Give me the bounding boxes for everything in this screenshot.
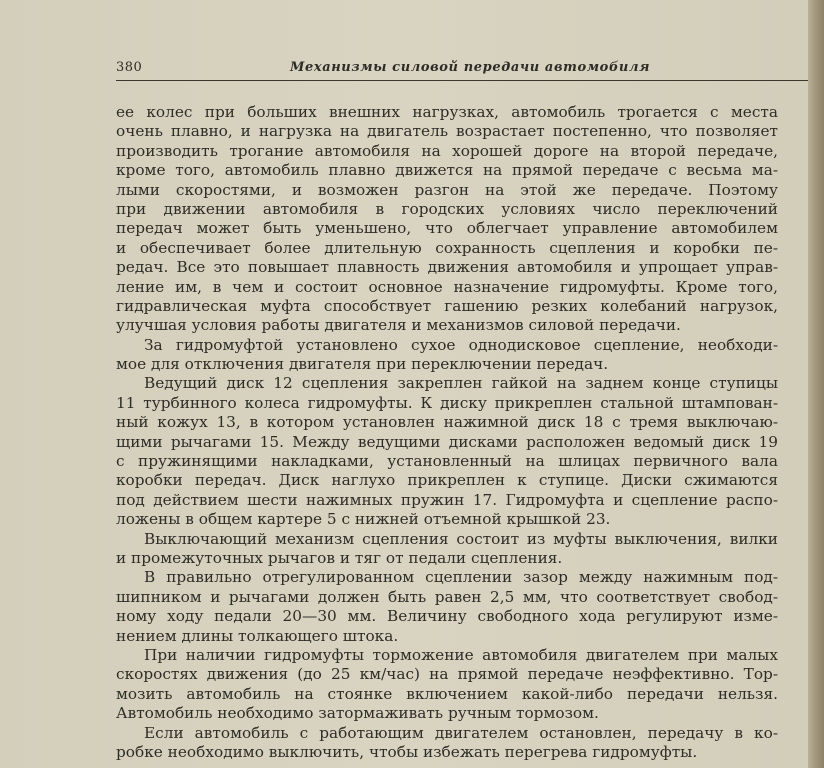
paragraph [116, 374, 778, 529]
text-line: В правильно отрегулированном сцеплении зазор между нажимным под- [144, 568, 778, 587]
text-line: коробки передач. Диск наглухо прикреплен к ступице. Диски сжимаются [116, 471, 778, 490]
paragraph [116, 336, 778, 375]
text-line: 11 турбинного колеса гидромуфты. К диску прикреплен стальной штампован- [116, 393, 778, 412]
page-number: 380 [116, 60, 143, 75]
paragraph [116, 530, 778, 569]
text-line: ный кожух 13, в котором установлен нажимной диск 18 с тремя выключаю- [116, 413, 778, 432]
text-line: очень плавно, и нагрузка на двигатель возрастает постепенно, что позволяет [116, 122, 778, 141]
text-line: мозить автомобиль на стоянке включением какой-либо передачи нельзя. [116, 684, 778, 703]
text-line: ее колес при больших внешних нагрузках, автомобиль трогается с места [116, 103, 778, 121]
text-line: улучшая условия работы двигателя и механизмов силовой передачи. [116, 316, 681, 335]
page-edge [808, 0, 824, 768]
text-line: гидравлическая муфта способствует гашению резких колебаний нагрузок, [116, 296, 778, 315]
text-line: Если автомобиль с работающим двигателем остановлен, передачу в ко- [144, 723, 778, 742]
text-line: робке необходимо выключить, чтобы избежать перегрева гидромуфты. [116, 742, 698, 761]
text-line: ложены в общем картере 5 с нижней отъемной крышкой 23. [116, 510, 611, 529]
text-line: шипником и рычагами должен быть равен 2,5 мм, что соответствует свобод- [116, 587, 778, 606]
paragraph [116, 646, 778, 724]
text-line: Автомобиль необходимо затормаживать ручным тормозом. [116, 704, 599, 723]
text-line: При наличии гидромуфты торможение автомобиля двигателем при малых [144, 645, 778, 664]
text-line: и промежуточных рычагов и тяг от педали сцепления. [116, 548, 563, 567]
text-line: и обеспечивает более длительную сохранность сцепления и коробки пе- [116, 238, 778, 257]
text-line: лыми скоростями, и возможен разгон на этой же передаче. Поэтому [116, 180, 778, 199]
text-line: ление им, в чем и состоит основное назначение гидромуфты. Кроме того, [116, 277, 778, 296]
text-line: производить трогание автомобиля на хорошей дороге на второй передаче, [116, 141, 778, 160]
text-line: передач может быть уменьшено, что облегчает управление автомобилем [116, 219, 778, 238]
text-line: мое для отключения двигателя при переключении передач. [116, 355, 609, 374]
text-line: За гидромуфтой установлено сухое однодисковое сцепление, необходи- [144, 335, 778, 354]
text-line: ному ходу педали 20—30 мм. Величину свободного хода регулируют изме- [116, 607, 778, 626]
page-header [116, 58, 810, 82]
text-line: Выключающий механизм сцепления состоит из муфты выключения, вилки [144, 529, 778, 548]
text-line: редач. Все это повышает плавность движения автомобиля и упрощает управ- [116, 258, 778, 277]
paragraph [116, 103, 778, 336]
text-line: под действием шести нажимных пружин 17. Гидромуфта и сцепление распо- [116, 490, 778, 509]
body-text [116, 103, 778, 762]
text-line: скоростях движения (до 25 км/час) на прямой передаче неэффективно. Тор- [116, 665, 778, 684]
text-line: с пружинящими накладками, установленный на шлицах первичного вала [116, 452, 778, 471]
paragraph [116, 568, 778, 646]
text-line: щими рычагами 15. Между ведущими дисками расположен ведомый диск 19 [116, 432, 778, 451]
running-title: Механизмы силовой передачи автомобиля [290, 60, 651, 75]
text-line: нением длины толкающего штока. [116, 626, 399, 645]
header-rule [116, 80, 812, 81]
text-line: при движении автомобиля в городских условиях число переключений [116, 199, 778, 218]
paragraph [116, 724, 778, 763]
text-line: Ведущий диск 12 сцепления закреплен гайкой на заднем конце ступицы [144, 374, 778, 393]
text-line: кроме того, автомобиль плавно движется на прямой передаче с весьма ма- [116, 161, 778, 180]
